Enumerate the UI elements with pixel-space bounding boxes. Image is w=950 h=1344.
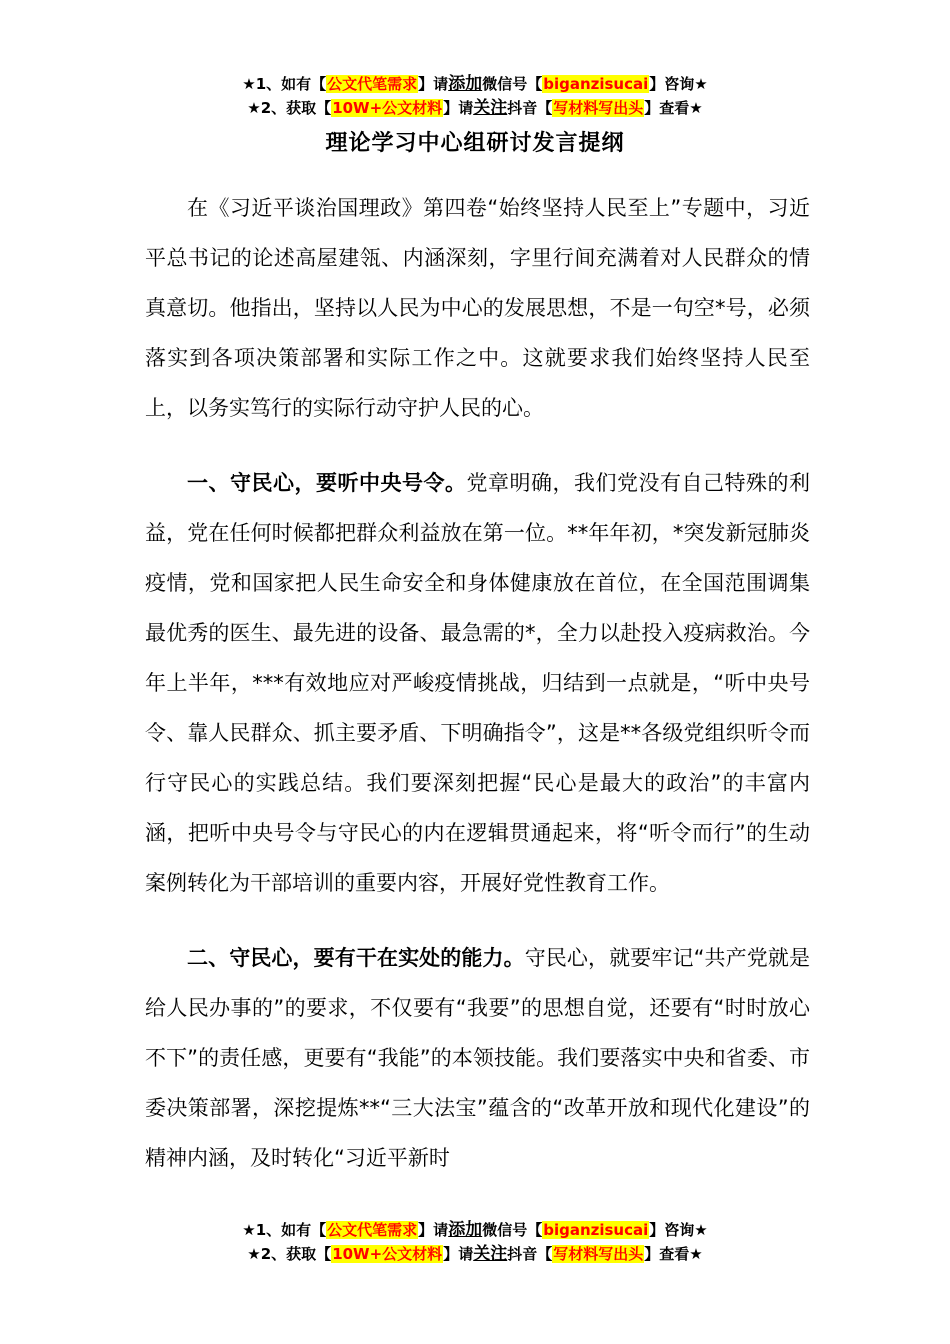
- banner-text: 微信号【: [482, 1221, 543, 1239]
- banner-text: ★2、获取【: [247, 1245, 332, 1263]
- banner-text: 】请: [418, 75, 449, 93]
- banner-keyword: 关注: [473, 1244, 508, 1264]
- banner-line-1: [0, 72, 950, 96]
- banner-text: 】查看★: [644, 99, 703, 117]
- banner-text: ★1、如有【: [242, 1221, 327, 1239]
- banner-text: 微信号【: [482, 75, 543, 93]
- banner-text: 】请: [443, 99, 474, 117]
- banner-line-2: [0, 96, 950, 120]
- section-1-heading: 一、守民心，要听中央号令。: [187, 471, 467, 495]
- top-banner: [0, 72, 950, 120]
- banner-text: 】查看★: [644, 1245, 703, 1263]
- highlight-service: 公文代笔需求: [327, 1221, 418, 1239]
- banner-line-2: [0, 1242, 950, 1266]
- highlight-douyin-account: 写材料写出头: [553, 1245, 644, 1263]
- highlight-douyin-account: 写材料写出头: [553, 99, 644, 117]
- section-2-text: 守民心，就要牢记“共产党就是给人民办事的”的要求，不仅要有“我要”的思想自觉，还要有“时时放心不下”的责任感，更要有“我能”的本领技能。我们要落实中央和省委、市委决策部署，深挖提炼**“三大法宝”蕴含的“改革开放和现代化建设”的精神内涵，及时转化“习近平新时: [145, 946, 810, 1170]
- banner-text: 】咨询★: [649, 75, 708, 93]
- banner-text: ★1、如有【: [242, 75, 327, 93]
- highlight-materials: 10W+公文材料: [332, 1245, 443, 1263]
- banner-text: ★2、获取【: [247, 99, 332, 117]
- highlight-wechat-id: biganzisucai: [543, 1221, 649, 1239]
- banner-text: 】咨询★: [649, 1221, 708, 1239]
- banner-text: 抖音【: [507, 1245, 553, 1263]
- document-title: 理论学习中心组研讨发言提纲: [325, 131, 625, 156]
- intro-paragraph: 在《习近平谈治国理政》第四卷“始终坚持人民至上”专题中，习近平总书记的论述高屋建瓴、内涵深刻，字里行间充满着对人民群众的情真意切。他指出，坚持以人民为中心的发展思想，不是一句空*号，必须落实到各项决策部署和实际工作之中。这就要求我们始终坚持人民至上，以务实笃行的实际行动守护人民的心。: [145, 196, 810, 420]
- section-2-paragraph: [145, 933, 810, 1183]
- banner-keyword: 添加: [448, 74, 483, 94]
- banner-text: 】请: [418, 1221, 449, 1239]
- section-1-text: 党章明确，我们党没有自己特殊的利益，党在任何时候都把群众利益放在第一位。**年年初，*突发新冠肺炎疫情，党和国家把人民生命安全和身体健康放在首位，在全国范围调集最优秀的医生、最先进的设备、最急需的*，全力以赴投入疫病救治。今年上半年，***有效地应对严峻疫情挑战，归结到一点就是，“听中央号令、靠人民群众、抓主要矛盾、下明确指令”，这是**各级党组织听令而行守民心的实践总结。我们要深刻把握“民心是最大的政治”的丰富内涵，把听中央号令与守民心的内在逻辑贯通起来，将“听令而行”的生动案例转化为干部培训的重要内容，开展好党性教育工作。: [145, 471, 810, 895]
- highlight-service: 公文代笔需求: [327, 75, 418, 93]
- section-1-paragraph: [145, 458, 810, 908]
- section-2-heading: 二、守民心，要有干在实处的能力。: [187, 946, 525, 970]
- bottom-banner: [0, 1218, 950, 1266]
- banner-text: 】请: [443, 1245, 474, 1263]
- banner-keyword: 关注: [473, 98, 508, 118]
- banner-keyword: 添加: [448, 1220, 483, 1240]
- highlight-materials: 10W+公文材料: [332, 99, 443, 117]
- document-body: [145, 183, 810, 1183]
- highlight-wechat-id: biganzisucai: [543, 75, 649, 93]
- banner-line-1: [0, 1218, 950, 1242]
- banner-text: 抖音【: [507, 99, 553, 117]
